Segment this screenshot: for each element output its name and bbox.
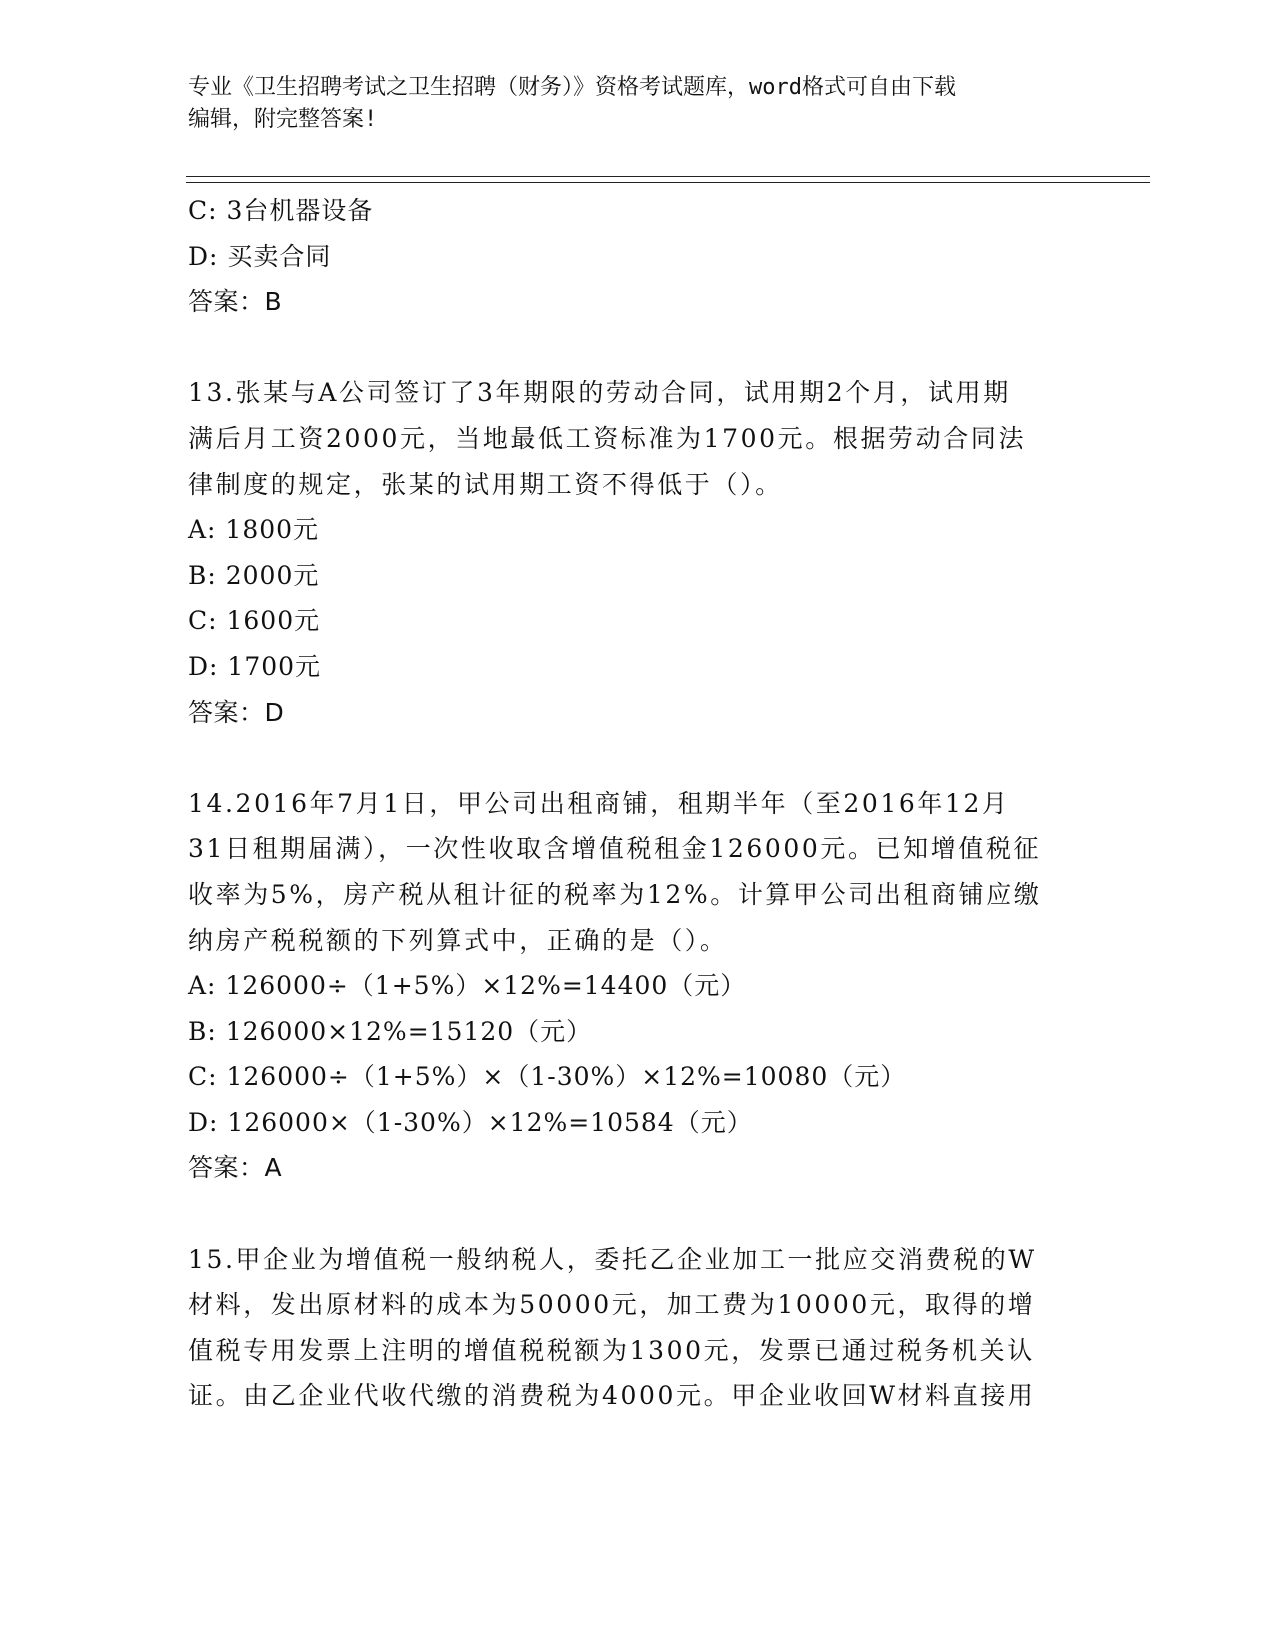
question-stem-line: 律制度的规定，张某的试用期工资不得低于（）。 [188, 469, 783, 499]
option-d: D: 买卖合同 [188, 241, 332, 271]
spacer [188, 735, 1098, 781]
question-stem-line: 纳房产税税额的下列算式中，正确的是（）。 [188, 925, 728, 955]
option-a: A: 1800元 [188, 515, 320, 545]
option-a: A: 126000÷（1+5%）×12%=14400（元） [188, 971, 747, 1001]
answer: 答案：D [188, 697, 285, 727]
option-b: B: 126000×12%=15120（元） [188, 1016, 593, 1046]
previous-question-tail [188, 188, 1098, 325]
question-stem-line: 31日租期届满），一次性收取含增值税租金126000元。已知增值税征 [188, 834, 1042, 864]
question-stem-line: 收率为5%，房产税从租计征的税率为12%。计算甲公司出租商铺应缴 [188, 879, 1042, 909]
header-line-2: 编辑，附完整答案! [188, 107, 378, 132]
option-c: C: 3台机器设备 [188, 196, 374, 225]
option-c: C: 126000÷（1+5%）×（1-30%）×12%=10080（元） [188, 1062, 907, 1092]
question-14 [188, 781, 1098, 1191]
question-stem-line: 满后月工资2000元，当地最低工资标准为1700元。根据劳动合同法 [188, 423, 1027, 453]
document-body [188, 188, 1098, 1419]
answer: 答案：B [188, 287, 283, 317]
question-stem-line: 值税专用发票上注明的增值税税额为1300元，发票已通过税务机关认 [188, 1335, 1035, 1365]
question-13 [188, 370, 1098, 735]
option-b: B: 2000元 [188, 560, 320, 590]
option-d: D: 1700元 [188, 651, 322, 681]
question-stem-line: 14.2016年7月1日，甲公司出租商铺，租期半年（至2016年12月 [188, 788, 1010, 818]
question-15 [188, 1237, 1098, 1419]
header-divider-top [186, 176, 1150, 177]
spacer [188, 325, 1098, 371]
header-divider-bottom [186, 182, 1150, 183]
answer: 答案：A [188, 1153, 283, 1183]
option-c: C: 1600元 [188, 606, 321, 636]
spacer [188, 1191, 1098, 1237]
header-line-1: 专业《卫生招聘考试之卫生招聘（财务）》资格考试题库，word格式可自由下载 [188, 75, 956, 100]
option-d: D: 126000×（1-30%）×12%=10584（元） [188, 1107, 753, 1137]
question-stem-line: 材料，发出原材料的成本为50000元，加工费为10000元，取得的增 [188, 1290, 1036, 1320]
question-stem-line: 13.张某与A公司签订了3年期限的劳动合同，试用期2个月，试用期 [188, 378, 1011, 408]
question-stem-line: 15.甲企业为增值税一般纳税人，委托乙企业加工一批应交消费税的W [188, 1244, 1037, 1274]
page-header [188, 72, 1088, 136]
question-stem-line: 证。由乙企业代收代缴的消费税为4000元。甲企业收回W材料直接用 [188, 1381, 1036, 1411]
